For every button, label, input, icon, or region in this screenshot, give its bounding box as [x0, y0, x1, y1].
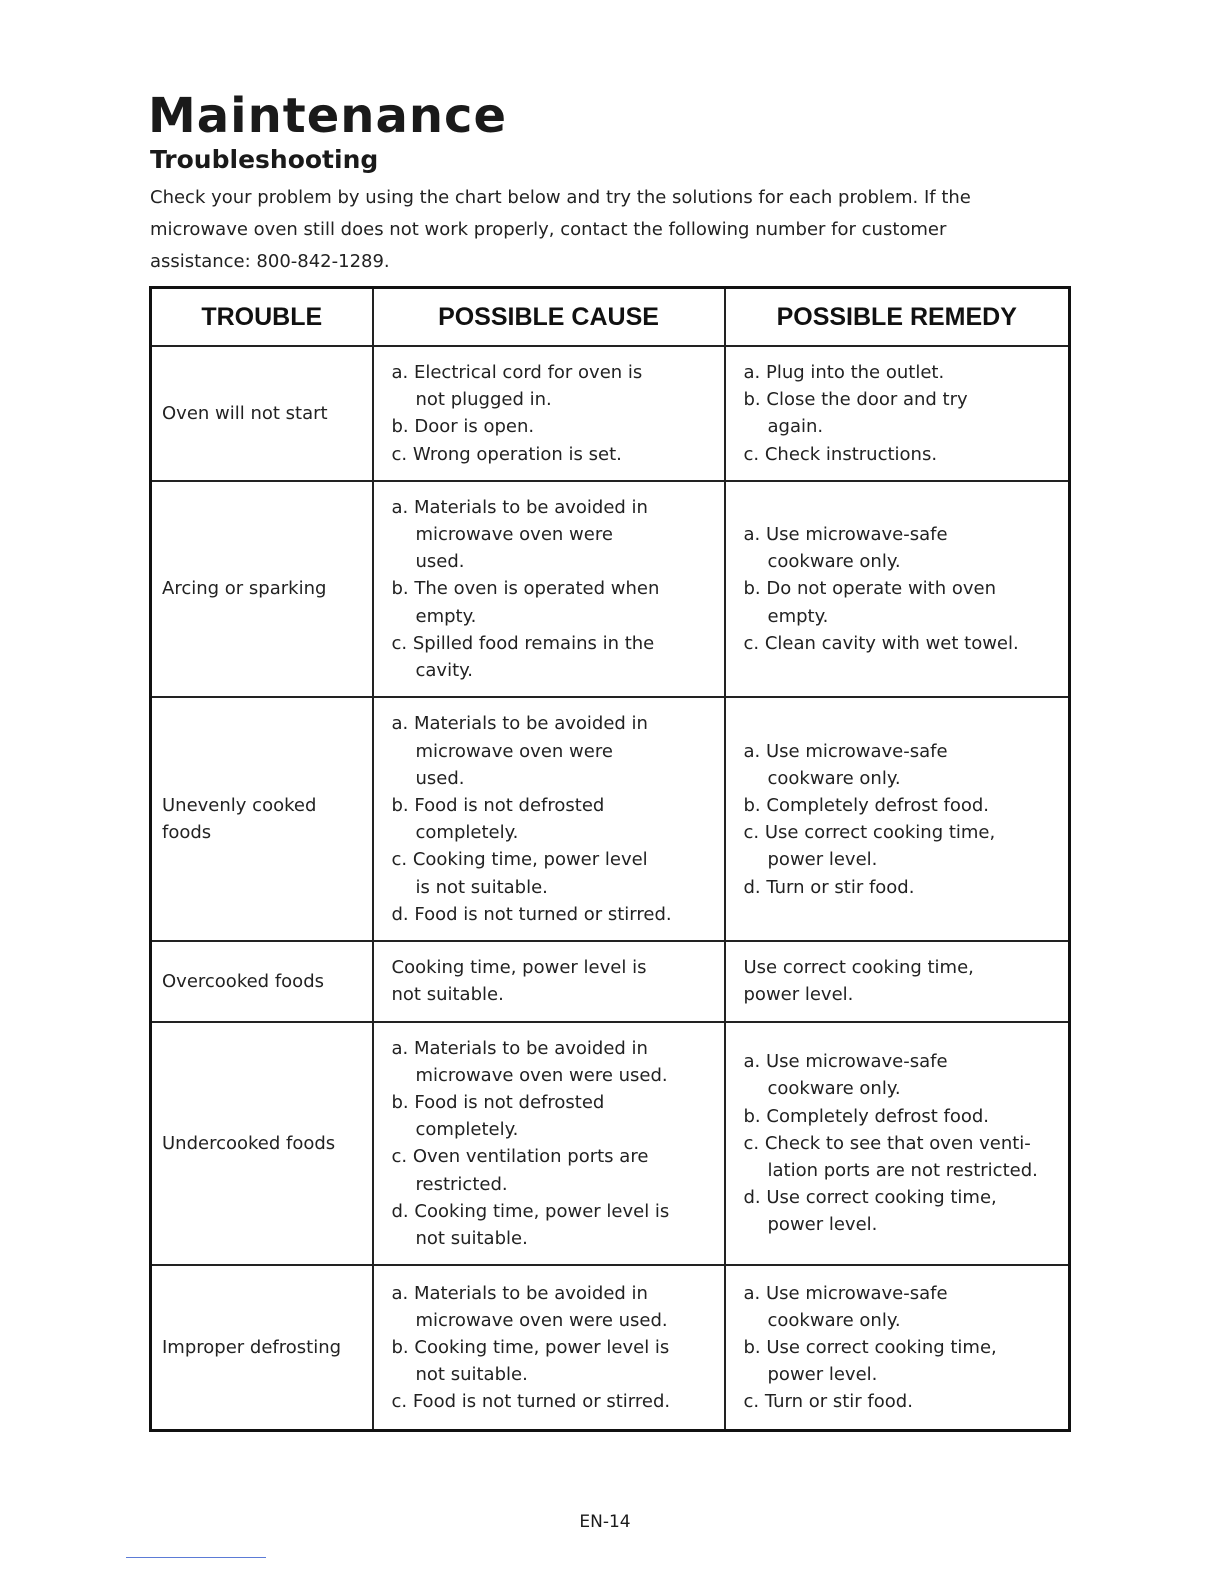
remedy-line: c. Check instructions. [743, 443, 938, 465]
trouble-cell: Overcooked foods [151, 941, 373, 1021]
remedy-line: c. Clean cavity with wet towel. [743, 632, 1019, 654]
table-row [151, 1022, 1070, 1266]
remedy-cell [725, 941, 1070, 1021]
remedy-line: d. Turn or stir food. [743, 876, 915, 898]
section-subtitle: Troubleshooting [150, 145, 379, 174]
remedy-line: power level. [743, 984, 854, 1006]
cause-line: a. Materials to be avoided in [391, 1282, 648, 1304]
cause-line: microwave oven were [415, 740, 613, 762]
remedy-line: d. Use correct cooking time, [743, 1187, 997, 1209]
cause-line: a. Materials to be avoided in [391, 1037, 648, 1059]
remedy-line: a. Use microwave-safe [743, 1282, 948, 1304]
cause-line: used. [415, 551, 465, 573]
remedy-line: c. Turn or stir food. [743, 1391, 913, 1413]
cause-line: not suitable. [415, 1228, 528, 1250]
remedy-line: a. Plug into the outlet. [743, 362, 945, 383]
remedy-line: cookware only. [767, 1309, 901, 1331]
cause-line: b. Door is open. [391, 416, 535, 438]
remedy-line: b. Close the door and try [743, 389, 968, 411]
cause-line: c. Food is not turned or stirred. [391, 1391, 671, 1413]
remedy-line: empty. [767, 605, 829, 627]
cause-line: completely. [415, 822, 519, 844]
header-possible-cause: POSSIBLE CAUSE [373, 288, 725, 347]
cause-line: c. Wrong operation is set. [391, 443, 622, 465]
bottom-edge-line [126, 1557, 266, 1558]
remedy-line: cookware only. [767, 551, 901, 573]
cause-line: microwave oven were used. [415, 1064, 668, 1086]
cause-line: not suitable. [415, 1364, 528, 1386]
remedy-line: b. Completely defrost food. [743, 1105, 990, 1127]
page-title: Maintenance [148, 88, 508, 144]
remedy-line: power level. [767, 1214, 878, 1236]
cause-line: not plugged in. [415, 389, 552, 411]
cause-line: a. Electrical cord for oven is [391, 362, 643, 383]
remedy-line: power level. [767, 849, 878, 871]
remedy-line: b. Do not operate with oven [743, 578, 997, 600]
cause-line: b. Cooking time, power level is [391, 1336, 670, 1358]
remedy-line: c. Check to see that oven venti- [743, 1132, 1031, 1154]
remedy-line: again. [767, 416, 824, 438]
table-row [151, 1265, 1070, 1430]
table-row [151, 941, 1070, 1021]
page-number: EN-14 [579, 1512, 631, 1532]
table-row [151, 481, 1070, 697]
cause-line: d. Food is not turned or stirred. [391, 903, 672, 925]
cause-line: completely. [415, 1119, 519, 1141]
cause-line: empty. [415, 605, 477, 627]
remedy-cell [725, 346, 1070, 481]
cause-line: c. Cooking time, power level [391, 849, 648, 871]
cause-line: c. Spilled food remains in the [391, 632, 655, 654]
remedy-line: c. Use correct cooking time, [743, 822, 996, 844]
trouble-cell: Arcing or sparking [151, 481, 373, 697]
remedy-line: cookware only. [767, 1078, 901, 1100]
remedy-line: cookware only. [767, 767, 901, 789]
cause-line: cavity. [415, 660, 473, 682]
cause-line: b. The oven is operated when [391, 578, 660, 600]
remedy-line: a. Use microwave-safe [743, 1051, 948, 1073]
intro-paragraph: Check your problem by using the chart below and try the solutions for each problem. If the microwave oven still does not work properly, contact the following number for customer assistance: 800-842-1289. [150, 187, 971, 272]
cause-cell [373, 481, 725, 697]
cause-cell [373, 1022, 725, 1266]
remedy-line: lation ports are not restricted. [767, 1160, 1038, 1182]
cause-line: restricted. [415, 1173, 508, 1195]
remedy-line: a. Use microwave-safe [743, 740, 948, 762]
remedy-line: b. Completely defrost food. [743, 795, 990, 817]
cause-line: microwave oven were [415, 524, 613, 546]
cause-line: is not suitable. [415, 876, 548, 898]
header-trouble: TROUBLE [151, 288, 373, 347]
cause-line: Cooking time, power level is [391, 957, 647, 979]
cause-cell [373, 941, 725, 1021]
table-row [151, 697, 1070, 941]
remedy-cell [725, 1265, 1070, 1430]
cause-cell [373, 697, 725, 941]
cause-line: b. Food is not defrosted [391, 1092, 605, 1114]
cause-cell [373, 1265, 725, 1430]
remedy-line: power level. [767, 1364, 878, 1386]
remedy-line: a. Use microwave-safe [743, 524, 948, 546]
troubleshooting-table [149, 286, 1071, 1432]
remedy-line: Use correct cooking time, [743, 957, 974, 979]
cause-line: a. Materials to be avoided in [391, 713, 648, 735]
remedy-cell [725, 1022, 1070, 1266]
table-body [151, 346, 1070, 1430]
table-row [151, 346, 1070, 481]
remedy-cell [725, 481, 1070, 697]
cause-line: d. Cooking time, power level is [391, 1200, 670, 1222]
trouble-cell: Unevenly cooked foods [151, 697, 373, 941]
cause-line: c. Oven ventilation ports are [391, 1146, 649, 1168]
table-header-row [151, 288, 1070, 347]
cause-line: used. [415, 767, 465, 789]
trouble-cell: Undercooked foods [151, 1022, 373, 1266]
cause-cell [373, 346, 725, 481]
remedy-line: b. Use correct cooking time, [743, 1336, 997, 1358]
cause-line: a. Materials to be avoided in [391, 496, 648, 518]
remedy-cell [725, 697, 1070, 941]
cause-line: not suitable. [391, 984, 504, 1006]
header-possible-remedy: POSSIBLE REMEDY [725, 288, 1070, 347]
cause-line: b. Food is not defrosted [391, 795, 605, 817]
trouble-cell: Improper defrosting [151, 1265, 373, 1430]
cause-line: microwave oven were used. [415, 1309, 668, 1331]
trouble-cell: Oven will not start [151, 346, 373, 481]
